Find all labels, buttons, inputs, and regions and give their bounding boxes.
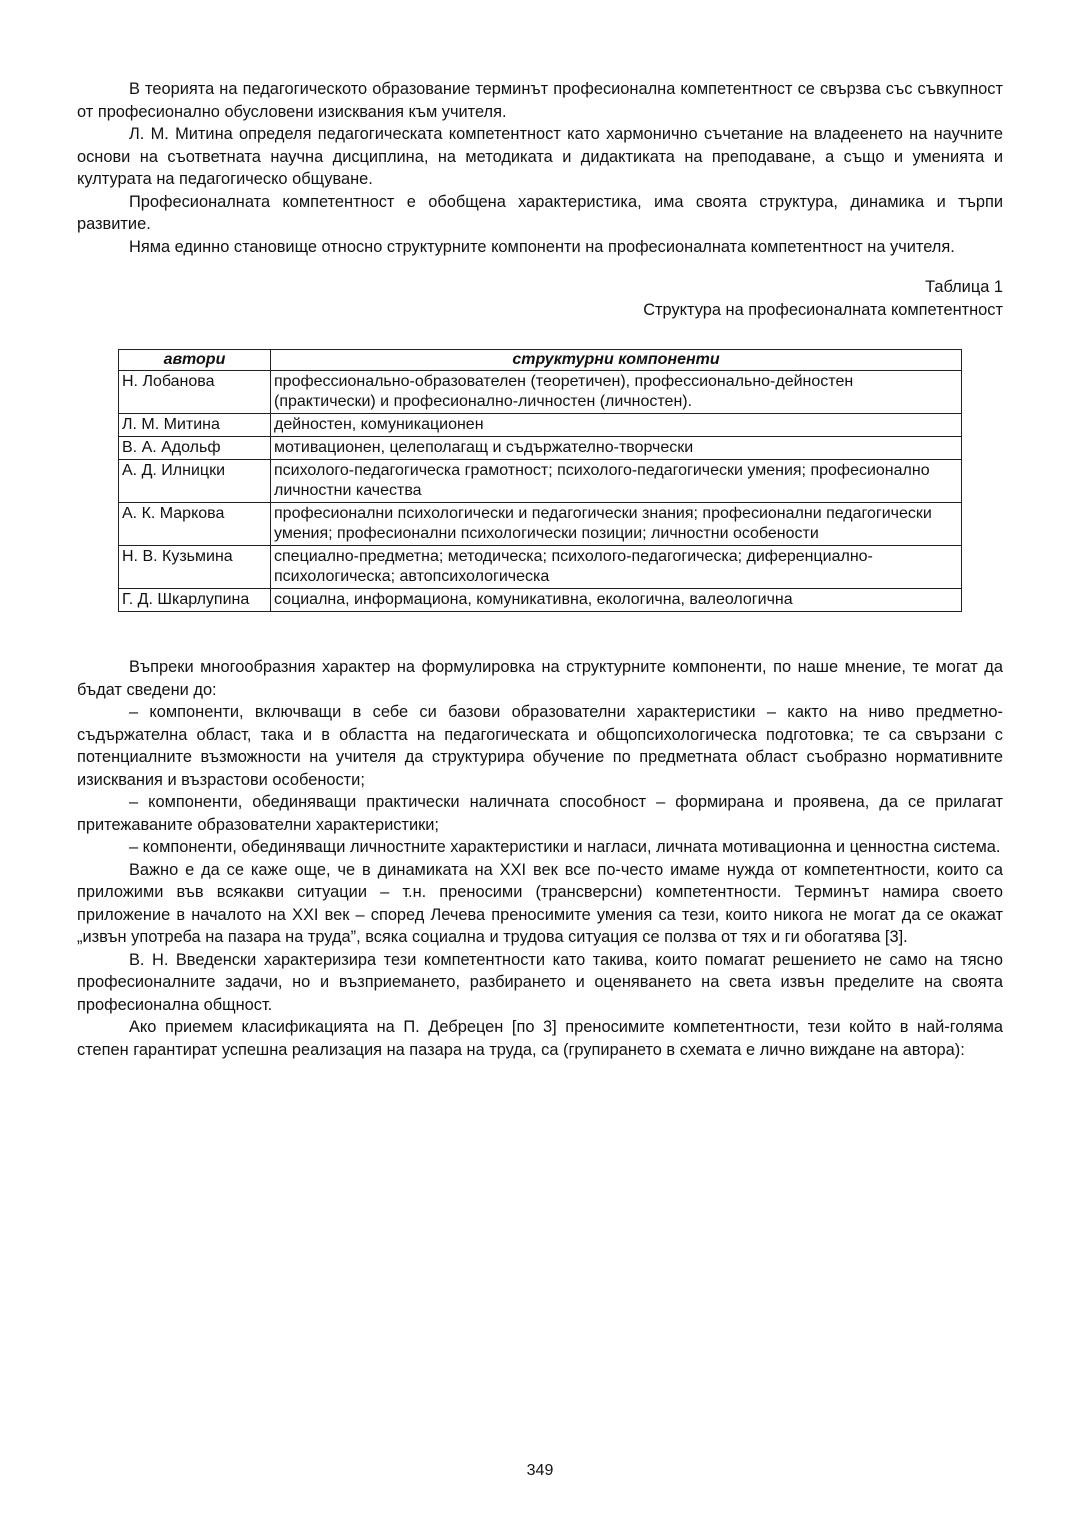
author-cell: В. А. Адольф	[119, 437, 271, 460]
components-cell: специално-предметна; методическа; психолого-педагогическа; диференциално-психологическа; автопсихологическа	[271, 546, 962, 589]
table-title: Структура на професионалната компетентност	[643, 300, 1003, 319]
header-authors: автори	[119, 350, 271, 371]
page-body	[77, 78, 1003, 1061]
list-item: – компоненти, обединяващи личностните характеристики и нагласи, личната мотивационна и ценностна система.	[129, 838, 1001, 856]
paragraph: Важно е да се каже още, че в динамиката на XXI век все по-често имаме нужда от компетентности, които са приложими във всякакви ситуации – т.н. преносими (трансверсни) компетентности. Терминът намира своето приложение в началото на XXI век – според Лечева преносимите умения са тези, които никога не могат да се окажат „извън употреба на пазара на труда”, всяка социална и трудова ситуация се ползва от тях и ги обогатява [3].	[77, 860, 1003, 946]
list-item: – компоненти, включващи в себе си базови образователни характеристики – както на ниво предметно-съдържателна област, така и в областта на педагогическата и общопсихологическа подготовка; те са свързани с потенциалните възможности на учителя да структурира обучение по предметната област съобразно нормативните изисквания и възрастови особености;	[77, 703, 1003, 789]
table-row	[119, 546, 962, 589]
components-cell: професионални психологически и педагогически знания; професионални педагогически умения; професионални психологически позиции; личностни особености	[271, 503, 962, 546]
table-header-row	[119, 350, 962, 371]
header-components: структурни компоненти	[271, 350, 962, 371]
list-item: – компоненти, обединяващи практически наличната способност – формирана и проявена, да се прилагат притежаваните образователни характеристики;	[77, 793, 1003, 834]
author-cell: Н. Лобанова	[119, 371, 271, 414]
table-number: Таблица 1	[925, 278, 1003, 296]
author-cell: Г. Д. Шкарлупина	[119, 589, 271, 612]
paragraph: В. Н. Введенски характеризира тези компетентности като такива, които помагат решението не само на тясно професионалните задачи, но и възприемането, разбирането и оценяването на света извън пределите на своята професионална общност.	[77, 950, 1003, 1014]
body-after-table	[77, 656, 1003, 1061]
components-cell: психолого-педагогическа грамотност; психолого-педагогически умения; професионално личностни качества	[271, 460, 962, 503]
components-cell: мотивационен, целеполагащ и съдържателно-творчески	[271, 437, 962, 460]
table-row	[119, 503, 962, 546]
paragraph: Няма единно становище относно структурните компоненти на професионалната компетентност на учителя.	[129, 237, 955, 256]
author-cell: Н. В. Кузьмина	[119, 546, 271, 589]
page-number: 349	[526, 1462, 554, 1479]
author-cell: Л. М. Митина	[119, 414, 271, 437]
paragraph: Ако приемем класификацията на П. Дебрецен [по 3] преносимите компетентности, тези който в най-голяма степен гарантират успешна реализация на пазара на труда, са (групирането в схемата е лично виждане на автора):	[77, 1018, 1003, 1059]
table-row	[119, 589, 962, 612]
components-cell: дейностен, комуникационен	[271, 414, 962, 437]
paragraph: Л. М. Митина определя педагогическата компетентност като хармонично съчетание на владеенето на научните основи на съответната научна дисциплина, на методиката и дидактиката на преподаване, а също и уменията и културата на педагогическо общуване.	[77, 125, 1003, 188]
table-row	[119, 371, 962, 414]
author-cell: А. Д. Илницки	[119, 460, 271, 503]
competence-structure-table	[118, 349, 962, 612]
author-cell: А. К. Маркова	[119, 503, 271, 546]
table-row	[119, 437, 962, 460]
components-cell: профессионально-образователен (теоретичен), профессионально-дейностен (практически) и професионално-личностен (личностен).	[271, 371, 962, 414]
table-row	[119, 414, 962, 437]
paragraph: Професионалната компетентност е обобщена характеристика, има своята структура, динамика и търпи развитие.	[77, 192, 1003, 233]
table-row	[119, 460, 962, 503]
paragraph: В теорията на педагогическото образование терминът професионална компетентност се свързва със съвкупност от професионално обусловени изисквания към учителя.	[77, 80, 1003, 121]
paragraph: Въпреки многообразния характер на формулировка на структурните компоненти, по наше мнение, те могат да бъдат сведени до:	[77, 658, 1003, 699]
components-cell: социална, информациона, комуникативна, екологична, валеологична	[271, 589, 962, 612]
